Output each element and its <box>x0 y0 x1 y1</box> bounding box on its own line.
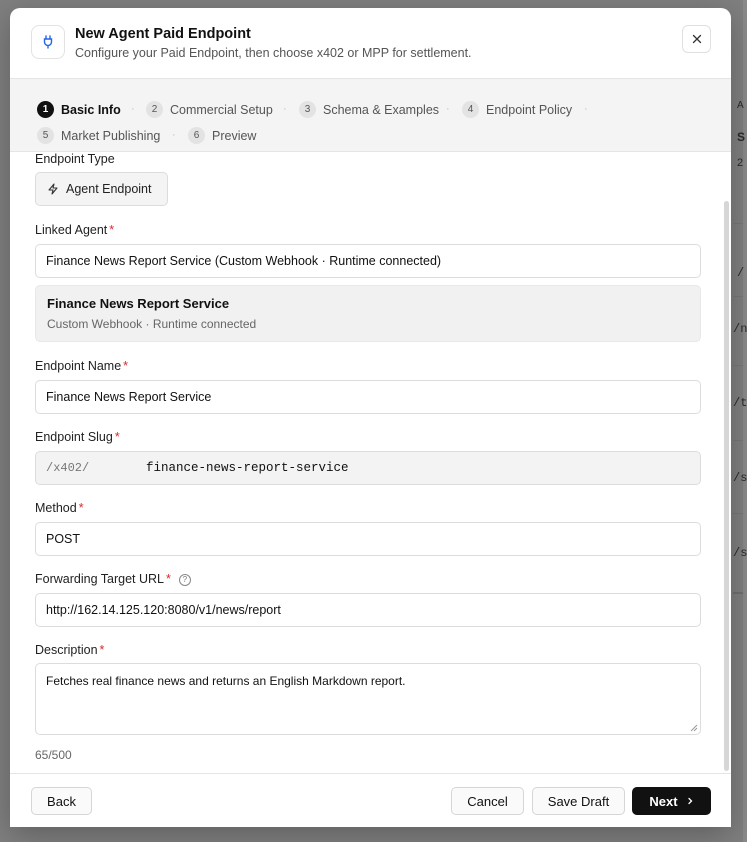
save-draft-button[interactable]: Save Draft <box>532 787 625 815</box>
step-schema-examples[interactable] <box>299 101 439 118</box>
cancel-button[interactable]: Cancel <box>451 787 524 815</box>
chevron-right-icon <box>686 797 694 805</box>
step-number: 3 <box>299 101 316 118</box>
help-icon[interactable]: ? <box>179 574 191 586</box>
linked-agent-value: Finance News Report Service (Custom Webhook · Runtime connected) <box>46 254 442 268</box>
endpoint-name-label: Endpoint Name * <box>35 359 129 373</box>
form-body[interactable] <box>10 152 731 773</box>
step-basic-info[interactable] <box>37 101 121 118</box>
step-separator: · <box>131 103 135 115</box>
endpoint-slug-label: Endpoint Slug * <box>35 430 120 444</box>
back-button[interactable]: Back <box>31 787 92 815</box>
bg-fragment: /s <box>733 546 747 560</box>
step-separator: · <box>283 103 287 115</box>
description-counter: 65/500 <box>35 748 72 762</box>
step-number: 1 <box>37 101 54 118</box>
slug-value: finance-news-report-service <box>146 461 349 475</box>
method-label: Method * <box>35 501 84 515</box>
plug-icon <box>31 25 65 59</box>
bg-fragment: /s <box>733 471 747 485</box>
step-preview[interactable] <box>188 127 256 144</box>
step-number: 6 <box>188 127 205 144</box>
scrollbar[interactable] <box>724 201 729 771</box>
close-button[interactable] <box>682 25 711 53</box>
slug-prefix: /x402/ <box>46 461 90 475</box>
target-url-value: http://162.14.125.120:8080/v1/news/report <box>46 603 281 617</box>
step-number: 2 <box>146 101 163 118</box>
linked-agent-select[interactable] <box>35 244 701 278</box>
endpoint-name-input[interactable] <box>35 380 701 414</box>
new-endpoint-dialog <box>10 8 731 827</box>
target-url-input[interactable] <box>35 593 701 627</box>
description-label: Description * <box>35 643 105 657</box>
bg-fragment: / <box>737 266 745 280</box>
dialog-title: New Agent Paid Endpoint <box>75 26 251 42</box>
step-label: Commercial Setup <box>170 102 273 117</box>
method-select[interactable] <box>35 522 701 556</box>
endpoint-type-label: Endpoint Type <box>35 152 115 166</box>
endpoint-type-chip[interactable] <box>35 172 168 206</box>
endpoint-slug-input[interactable] <box>35 451 701 485</box>
lightning-icon <box>47 183 59 195</box>
step-separator: · <box>446 103 450 115</box>
endpoint-type-value: Agent Endpoint <box>66 182 152 196</box>
step-market-publishing[interactable] <box>37 127 160 144</box>
dialog-footer <box>10 773 731 827</box>
step-label: Schema & Examples <box>323 102 440 117</box>
agent-card-title: Finance News Report Service <box>47 296 230 311</box>
next-button[interactable] <box>632 787 711 815</box>
dialog-header <box>10 8 731 79</box>
step-label: Basic Info <box>61 102 121 117</box>
linked-agent-label: Linked Agent * <box>35 223 115 237</box>
step-number: 5 <box>37 127 54 144</box>
step-separator: · <box>172 129 176 141</box>
bg-fragment: S <box>737 130 746 144</box>
dialog-subtitle: Configure your Paid Endpoint, then choose x402 or MPP for settlement. <box>75 46 472 60</box>
step-commercial-setup[interactable] <box>146 101 273 118</box>
step-label: Market Publishing <box>61 128 161 143</box>
bg-fragment: /n <box>733 322 747 336</box>
endpoint-name-value: Finance News Report Service <box>46 390 212 404</box>
step-number: 4 <box>462 101 479 118</box>
step-separator: · <box>584 103 588 115</box>
method-value: POST <box>46 532 81 546</box>
stepper <box>10 79 731 152</box>
next-label: Next <box>649 793 678 809</box>
bg-fragment: 2 <box>737 157 744 169</box>
description-value: Fetches real finance news and returns an English Markdown report. <box>46 674 406 688</box>
resize-handle-icon[interactable] <box>690 724 698 732</box>
bg-fragment: A <box>737 100 744 111</box>
linked-agent-card[interactable] <box>35 285 701 342</box>
close-icon <box>692 34 702 44</box>
step-label: Preview <box>212 128 257 143</box>
agent-card-subtitle: Custom Webhook · Runtime connected <box>47 317 257 331</box>
bg-fragment: /t <box>733 396 747 410</box>
target-url-label: Forwarding Target URL * ? <box>35 572 191 586</box>
step-label: Endpoint Policy <box>486 102 573 117</box>
step-endpoint-policy[interactable] <box>462 101 572 118</box>
description-textarea[interactable] <box>35 663 701 735</box>
